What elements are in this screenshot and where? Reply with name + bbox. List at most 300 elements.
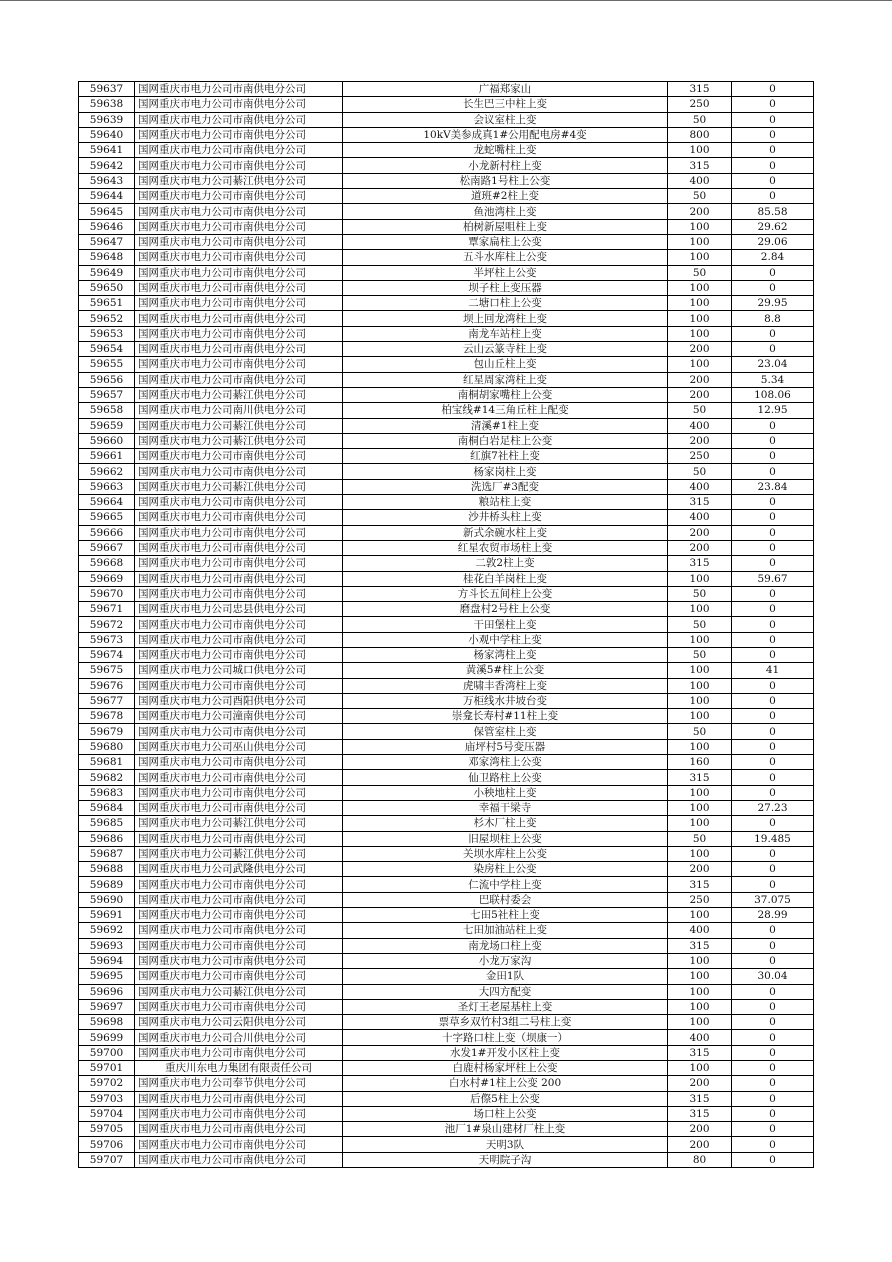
row-id-cell: 59688 [79,862,135,877]
table-row [79,923,814,938]
table-row [79,862,814,877]
row-id-cell: 59664 [79,495,135,510]
value-cell: 0 [732,112,814,127]
value-cell: 0 [732,158,814,173]
value-cell: 0 [732,923,814,938]
row-id-cell: 59704 [79,1106,135,1121]
capacity-cell: 315 [668,877,732,892]
company-cell: 国网重庆市电力公司市南供电分公司 [135,540,343,555]
capacity-cell: 100 [668,280,732,295]
row-id-cell: 59701 [79,1061,135,1076]
transformer-name-cell: 仙卫路柱上公变 [343,770,668,785]
company-cell: 国网重庆市电力公司市南供电分公司 [135,234,343,249]
company-cell: 国网重庆市电力公司酉阳供电分公司 [135,693,343,708]
transformer-name-cell: 大四方配变 [343,984,668,999]
transformer-name-cell: 万柜线水井坡台变 [343,693,668,708]
table-row [79,953,814,968]
company-cell: 国网重庆市电力公司市南供电分公司 [135,525,343,540]
transformer-name-cell: 桂花白羊岗柱上变 [343,571,668,586]
company-cell: 国网重庆市电力公司市南供电分公司 [135,632,343,647]
table-row [79,770,814,785]
capacity-cell: 50 [668,265,732,280]
table-row [79,739,814,754]
transformer-name-cell: 柏树新屋咀柱上变 [343,219,668,234]
row-id-cell: 59660 [79,433,135,448]
transformer-name-cell: 崇龛长寿村#11柱上变 [343,709,668,724]
table-row [79,709,814,724]
row-id-cell: 59683 [79,785,135,800]
transformer-name-cell: 磨盘村2号柱上公变 [343,602,668,617]
company-cell: 国网重庆市电力公司市南供电分公司 [135,831,343,846]
capacity-cell: 250 [668,449,732,464]
company-cell: 国网重庆市电力公司市南供电分公司 [135,678,343,693]
row-id-cell: 59643 [79,173,135,188]
transformer-name-cell: 覃家扁柱上公变 [343,234,668,249]
capacity-cell: 100 [668,143,732,158]
capacity-cell: 315 [668,82,732,97]
capacity-cell: 50 [668,403,732,418]
row-id-cell: 59666 [79,525,135,540]
table-row [79,632,814,647]
capacity-cell: 100 [668,571,732,586]
capacity-cell: 100 [668,846,732,861]
table-row [79,525,814,540]
table-row [79,1152,814,1167]
row-id-cell: 59697 [79,999,135,1014]
table-row [79,556,814,571]
transformer-name-cell: 小龙万家沟 [343,953,668,968]
transformer-name-cell: 白水村#1柱上公变 200 [343,1076,668,1091]
transformer-name-cell: 后傺5柱上公变 [343,1091,668,1106]
table-row [79,785,814,800]
row-id-cell: 59649 [79,265,135,280]
table-row [79,1106,814,1121]
capacity-cell: 250 [668,97,732,112]
company-cell: 国网重庆市电力公司市南供电分公司 [135,1045,343,1060]
row-id-cell: 59639 [79,112,135,127]
table-row [79,1137,814,1152]
value-cell: 2.84 [732,250,814,265]
company-cell: 国网重庆市电力公司市南供电分公司 [135,189,343,204]
company-cell: 国网重庆市电力公司綦江供电分公司 [135,418,343,433]
row-id-cell: 59700 [79,1045,135,1060]
transformer-name-cell: 五斗水库柱上公变 [343,250,668,265]
value-cell: 0 [732,709,814,724]
transformer-name-cell: 10kV美参成真1#公用配电房#4变 [343,127,668,142]
value-cell: 0 [732,953,814,968]
row-id-cell: 59698 [79,1015,135,1030]
row-id-cell: 59653 [79,326,135,341]
row-id-cell: 59696 [79,984,135,999]
transformer-name-cell: 坝上回龙湾柱上变 [343,311,668,326]
company-cell: 国网重庆市电力公司綦江供电分公司 [135,387,343,402]
transformer-name-cell: 水发1#开发小区柱上变 [343,1045,668,1060]
table-row [79,1091,814,1106]
company-cell: 国网重庆市电力公司巫山供电分公司 [135,739,343,754]
company-cell: 国网重庆市电力公司市南供电分公司 [135,296,343,311]
value-cell: 0 [732,770,814,785]
value-cell: 0 [732,265,814,280]
row-id-cell: 59663 [79,479,135,494]
transformer-name-cell: 广福郑家山 [343,82,668,97]
row-id-cell: 59673 [79,632,135,647]
value-cell: 0 [732,1076,814,1091]
table-row [79,846,814,861]
capacity-cell: 315 [668,1045,732,1060]
capacity-cell: 100 [668,800,732,815]
transformer-name-cell: 票草乡双竹村3组二号柱上变 [343,1015,668,1030]
value-cell: 0 [732,785,814,800]
company-cell: 重庆川东电力集团有限责任公司 [135,1061,343,1076]
capacity-cell: 200 [668,372,732,387]
company-cell: 国网重庆市电力公司市南供电分公司 [135,510,343,525]
company-cell: 国网重庆市电力公司市南供电分公司 [135,326,343,341]
row-id-cell: 59691 [79,908,135,923]
company-cell: 国网重庆市电力公司市南供电分公司 [135,556,343,571]
value-cell: 29.95 [732,296,814,311]
transformer-name-cell: 干田堡柱上变 [343,617,668,632]
value-cell: 0 [732,540,814,555]
row-id-cell: 59694 [79,953,135,968]
row-id-cell: 59655 [79,357,135,372]
company-cell: 国网重庆市电力公司市南供电分公司 [135,464,343,479]
row-id-cell: 59682 [79,770,135,785]
capacity-cell: 100 [668,816,732,831]
transformer-name-cell: 南桐白岩足柱上公变 [343,433,668,448]
capacity-cell: 200 [668,342,732,357]
table-row [79,449,814,464]
transformer-name-cell: 金田1队 [343,969,668,984]
table-row [79,433,814,448]
transformer-name-cell: 白鹿村杨家坪柱上公变 [343,1061,668,1076]
company-cell: 国网重庆市电力公司市南供电分公司 [135,311,343,326]
capacity-cell: 400 [668,173,732,188]
company-cell: 国网重庆市电力公司潼南供电分公司 [135,709,343,724]
row-id-cell: 59702 [79,1076,135,1091]
value-cell: 0 [732,127,814,142]
row-id-cell: 59662 [79,464,135,479]
transformer-name-cell: 柏宝线#14三角丘柱上配变 [343,403,668,418]
row-id-cell: 59640 [79,127,135,142]
company-cell: 国网重庆市电力公司市南供电分公司 [135,372,343,387]
company-cell: 国网重庆市电力公司市南供电分公司 [135,265,343,280]
table-row [79,1076,814,1091]
capacity-cell: 100 [668,908,732,923]
value-cell: 0 [732,739,814,754]
value-cell: 27.23 [732,800,814,815]
transformer-name-cell: 杨家湾柱上变 [343,647,668,662]
row-id-cell: 59647 [79,234,135,249]
company-cell: 国网重庆市电力公司市南供电分公司 [135,999,343,1014]
transformer-name-cell: 云山云篆寺柱上变 [343,342,668,357]
value-cell: 0 [732,326,814,341]
capacity-cell: 100 [668,326,732,341]
capacity-cell: 200 [668,1122,732,1137]
table-row [79,143,814,158]
row-id-cell: 59661 [79,449,135,464]
value-cell: 0 [732,433,814,448]
table-row [79,296,814,311]
transformer-name-cell: 黄溪5#柱上公变 [343,663,668,678]
value-cell: 29.62 [732,219,814,234]
company-cell: 国网重庆市电力公司市南供电分公司 [135,127,343,142]
capacity-cell: 315 [668,495,732,510]
capacity-cell: 100 [668,296,732,311]
value-cell: 0 [732,877,814,892]
value-cell: 0 [732,816,814,831]
row-id-cell: 59707 [79,1152,135,1167]
table-row [79,892,814,907]
value-cell: 0 [732,678,814,693]
value-cell: 0 [732,617,814,632]
value-cell: 0 [732,1137,814,1152]
row-id-cell: 59654 [79,342,135,357]
capacity-cell: 100 [668,999,732,1014]
company-cell: 国网重庆市电力公司市南供电分公司 [135,938,343,953]
capacity-cell: 315 [668,158,732,173]
table-row [79,540,814,555]
value-cell: 8.8 [732,311,814,326]
company-cell: 国网重庆市电力公司市南供电分公司 [135,82,343,97]
company-cell: 国网重庆市电力公司市南供电分公司 [135,800,343,815]
company-cell: 国网重庆市电力公司城口供电分公司 [135,663,343,678]
transformer-name-cell: 鱼池湾柱上变 [343,204,668,219]
table-row [79,495,814,510]
company-cell: 国网重庆市电力公司奉节供电分公司 [135,1076,343,1091]
company-cell: 国网重庆市电力公司武隆供电分公司 [135,862,343,877]
transformer-name-cell: 保管室柱上变 [343,724,668,739]
value-cell: 0 [732,1106,814,1121]
value-cell: 19.485 [732,831,814,846]
row-id-cell: 59667 [79,540,135,555]
company-cell: 国网重庆市电力公司市南供电分公司 [135,923,343,938]
company-cell: 国网重庆市电力公司市南供电分公司 [135,219,343,234]
value-cell: 0 [732,724,814,739]
value-cell: 0 [732,1152,814,1167]
table-row [79,816,814,831]
company-cell: 国网重庆市电力公司市南供电分公司 [135,449,343,464]
company-cell: 国网重庆市电力公司市南供电分公司 [135,1122,343,1137]
table-row [79,1122,814,1137]
transformer-name-cell: 天明3队 [343,1137,668,1152]
company-cell: 国网重庆市电力公司市南供电分公司 [135,877,343,892]
table-row [79,372,814,387]
capacity-cell: 50 [668,724,732,739]
table-row [79,908,814,923]
capacity-cell: 100 [668,969,732,984]
company-cell: 国网重庆市电力公司市南供电分公司 [135,647,343,662]
transformer-name-cell: 染房柱上公变 [343,862,668,877]
capacity-cell: 315 [668,556,732,571]
capacity-cell: 200 [668,1137,732,1152]
transformer-name-cell: 七田5社柱上变 [343,908,668,923]
company-cell: 国网重庆市电力公司市南供电分公司 [135,571,343,586]
table-body [79,82,814,1168]
table-row [79,571,814,586]
value-cell: 0 [732,510,814,525]
company-cell: 国网重庆市电力公司市南供电分公司 [135,280,343,295]
capacity-cell: 200 [668,1076,732,1091]
company-cell: 国网重庆市电力公司市南供电分公司 [135,617,343,632]
company-cell: 国网重庆市电力公司綦江供电分公司 [135,173,343,188]
row-id-cell: 59652 [79,311,135,326]
capacity-cell: 100 [668,602,732,617]
transformer-name-cell: 杉木厂柱上变 [343,816,668,831]
value-cell: 0 [732,189,814,204]
table-row [79,678,814,693]
capacity-cell: 80 [668,1152,732,1167]
value-cell: 0 [732,525,814,540]
capacity-cell: 50 [668,831,732,846]
transformer-name-cell: 包山丘柱上变 [343,357,668,372]
row-id-cell: 59689 [79,877,135,892]
table-row [79,831,814,846]
company-cell: 国网重庆市电力公司市南供电分公司 [135,724,343,739]
table-row [79,1061,814,1076]
value-cell: 0 [732,280,814,295]
capacity-cell: 100 [668,785,732,800]
row-id-cell: 59646 [79,219,135,234]
row-id-cell: 59650 [79,280,135,295]
table-row [79,755,814,770]
transformer-name-cell: 二敦2柱上变 [343,556,668,571]
table-row [79,999,814,1014]
row-id-cell: 59692 [79,923,135,938]
value-cell: 0 [732,464,814,479]
transformer-name-cell: 方斗长五间柱上公变 [343,586,668,601]
value-cell: 29.06 [732,234,814,249]
capacity-cell: 50 [668,647,732,662]
company-cell: 国网重庆市电力公司市南供电分公司 [135,357,343,372]
transformer-name-cell: 半坪柱上公变 [343,265,668,280]
capacity-cell: 50 [668,464,732,479]
table-row [79,173,814,188]
company-cell: 国网重庆市电力公司市南供电分公司 [135,250,343,265]
transformer-name-cell: 十字路口柱上变（坝康一） [343,1030,668,1045]
transformer-name-cell: 坝子柱上变压器 [343,280,668,295]
page-top-border [0,0,892,1]
table-row [79,938,814,953]
company-cell: 国网重庆市电力公司市南供电分公司 [135,143,343,158]
capacity-cell: 100 [668,739,732,754]
row-id-cell: 59651 [79,296,135,311]
row-id-cell: 59671 [79,602,135,617]
capacity-cell: 315 [668,938,732,953]
capacity-cell: 100 [668,219,732,234]
capacity-cell: 200 [668,387,732,402]
table-row [79,387,814,402]
transformer-name-cell: 道班#2柱上变 [343,189,668,204]
row-id-cell: 59681 [79,755,135,770]
row-id-cell: 59695 [79,969,135,984]
capacity-cell: 200 [668,433,732,448]
transformer-name-cell: 南龙车站柱上变 [343,326,668,341]
value-cell: 0 [732,938,814,953]
capacity-cell: 315 [668,1091,732,1106]
company-cell: 国网重庆市电力公司市南供电分公司 [135,586,343,601]
value-cell: 0 [732,632,814,647]
transformer-name-cell: 虎啸丰香湾柱上变 [343,678,668,693]
table-row [79,647,814,662]
capacity-cell: 100 [668,678,732,693]
transformer-name-cell: 粮站柱上变 [343,495,668,510]
row-id-cell: 59638 [79,97,135,112]
table-row [79,204,814,219]
capacity-cell: 315 [668,1106,732,1121]
company-cell: 国网重庆市电力公司市南供电分公司 [135,785,343,800]
row-id-cell: 59684 [79,800,135,815]
transformer-name-cell: 七田加油站柱上变 [343,923,668,938]
transformer-name-cell: 小龙新村柱上变 [343,158,668,173]
value-cell: 12.95 [732,403,814,418]
value-cell: 37.075 [732,892,814,907]
row-id-cell: 59645 [79,204,135,219]
table-row [79,403,814,418]
company-cell: 国网重庆市电力公司市南供电分公司 [135,892,343,907]
transformer-name-cell: 新式余碗水柱上变 [343,525,668,540]
value-cell: 0 [732,82,814,97]
transformer-name-cell: 洗选厂#3配变 [343,479,668,494]
capacity-cell: 100 [668,234,732,249]
transformer-name-cell: 幸福干梁寺 [343,800,668,815]
row-id-cell: 59641 [79,143,135,158]
transformer-name-cell: 场口柱上公变 [343,1106,668,1121]
transformer-name-cell: 仁流中学柱上变 [343,877,668,892]
row-id-cell: 59674 [79,647,135,662]
company-cell: 国网重庆市电力公司南川供电分公司 [135,403,343,418]
capacity-cell: 100 [668,663,732,678]
company-cell: 国网重庆市电力公司市南供电分公司 [135,1091,343,1106]
capacity-cell: 50 [668,112,732,127]
table-row [79,984,814,999]
capacity-cell: 200 [668,862,732,877]
row-id-cell: 59703 [79,1091,135,1106]
transformer-name-cell: 沙井桥头柱上变 [343,510,668,525]
company-cell: 国网重庆市电力公司市南供电分公司 [135,158,343,173]
capacity-cell: 100 [668,709,732,724]
company-cell: 国网重庆市电力公司市南供电分公司 [135,1137,343,1152]
table-row [79,158,814,173]
table-row [79,357,814,372]
company-cell: 国网重庆市电力公司綦江供电分公司 [135,479,343,494]
transformer-name-cell: 松南路1号柱上公变 [343,173,668,188]
value-cell: 0 [732,846,814,861]
row-id-cell: 59656 [79,372,135,387]
table-row [79,602,814,617]
row-id-cell: 59642 [79,158,135,173]
table-row [79,418,814,433]
capacity-cell: 250 [668,892,732,907]
company-cell: 国网重庆市电力公司市南供电分公司 [135,969,343,984]
table-row [79,219,814,234]
transformer-name-cell: 红旗7社柱上变 [343,449,668,464]
transformer-name-cell: 长生巴三中柱上变 [343,97,668,112]
row-id-cell: 59677 [79,693,135,708]
value-cell: 0 [732,1015,814,1030]
value-cell: 0 [732,418,814,433]
table-row [79,663,814,678]
transformer-name-cell: 巴联村委会 [343,892,668,907]
company-cell: 国网重庆市电力公司市南供电分公司 [135,495,343,510]
table-row [79,189,814,204]
capacity-cell: 100 [668,984,732,999]
table-row [79,82,814,97]
company-cell: 国网重庆市电力公司市南供电分公司 [135,342,343,357]
row-id-cell: 59678 [79,709,135,724]
company-cell: 国网重庆市电力公司綦江供电分公司 [135,433,343,448]
value-cell: 0 [732,143,814,158]
company-cell: 国网重庆市电力公司忠县供电分公司 [135,602,343,617]
